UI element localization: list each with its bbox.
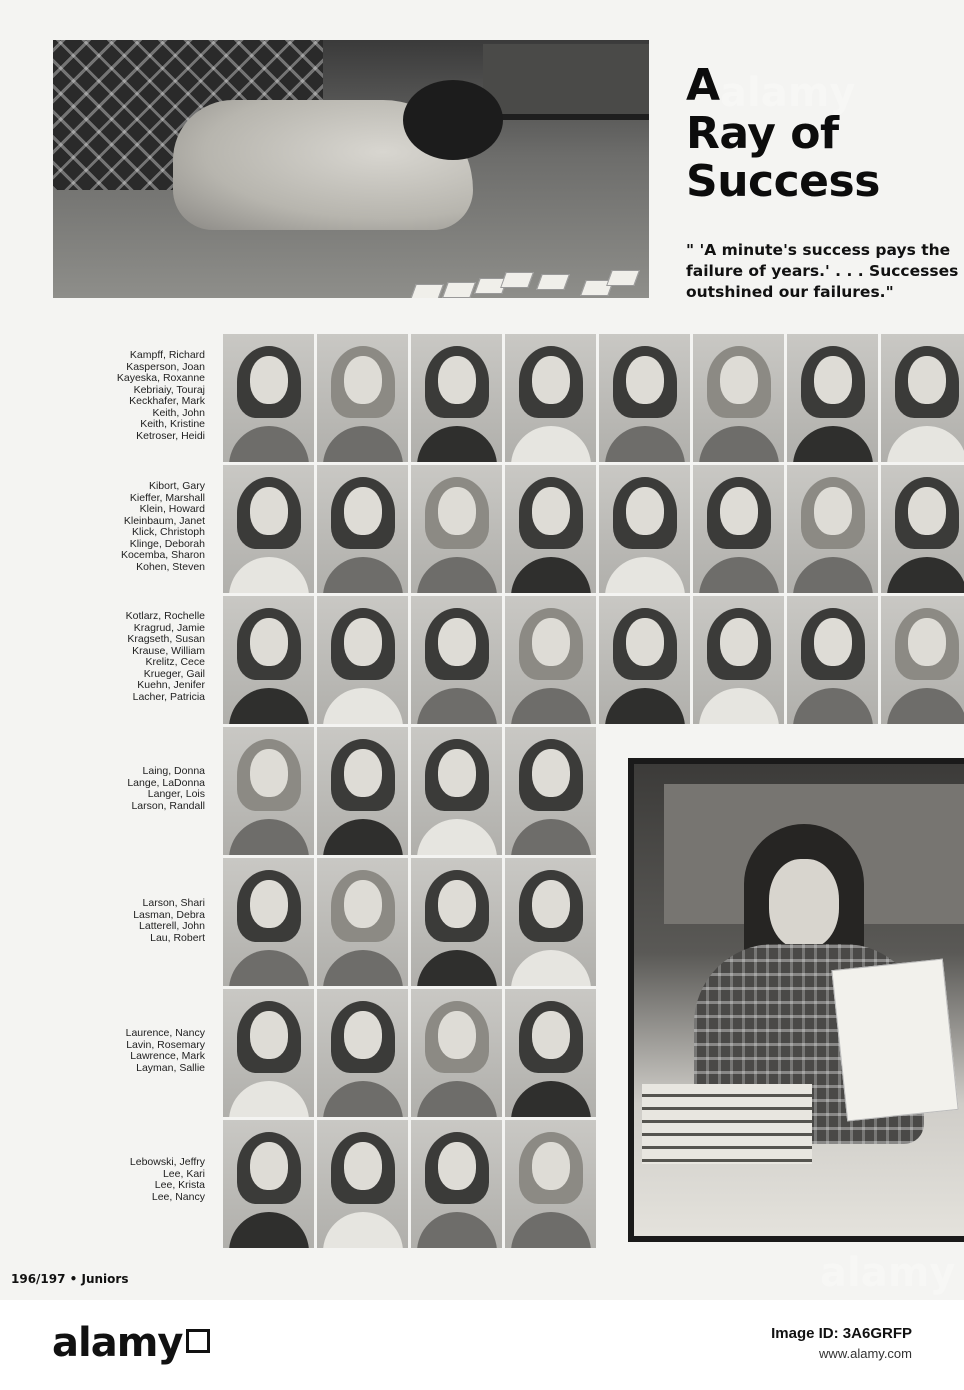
student-name: Kebriaiy, Touraj [133,383,205,396]
student-name: Kotlarz, Rochelle [125,610,205,622]
portrait-shoulders [511,1081,591,1117]
student-portrait [317,334,408,462]
student-portrait [411,858,502,986]
student-name: Klinge, Deborah [129,537,205,550]
student-portrait [223,596,314,724]
portrait-face [250,487,288,535]
student-name: Kibort, Gary [148,480,205,492]
headline [686,62,956,206]
student-name: Laing, Donna [142,765,205,777]
portrait-face [438,749,476,797]
student-portrait [599,334,690,462]
student-portrait [505,596,596,724]
portrait-face [344,880,382,928]
portrait-shoulders [793,557,873,593]
student-name: Lange, LaDonna [127,776,205,789]
name-list-row-2 [40,481,205,573]
portrait-face [908,487,946,535]
portrait-face [908,618,946,666]
portrait-face [344,1011,382,1059]
portrait-face [438,487,476,535]
portrait-shoulders [323,950,403,986]
student-name: Kohen, Steven [136,560,205,573]
portrait-face [626,618,664,666]
watermark: alamy [720,70,856,116]
portrait-face [720,618,758,666]
student-portrait [881,596,964,724]
stock-attribution-bar [0,1300,964,1390]
student-portrait [223,465,314,593]
portrait-shoulders [229,1212,309,1248]
top-photo-boy-playing-cards [53,40,649,298]
portrait-shoulders [417,557,497,593]
name-list-row-4 [40,766,205,812]
student-name: Lasman, Debra [133,908,205,921]
portrait-face [814,356,852,404]
portrait-shoulders [605,688,685,724]
portrait-shoulders [229,1081,309,1117]
student-name: Lebowski, Jeffry [129,1156,205,1168]
portrait-shoulders [323,819,403,855]
student-name: Lawrence, Mark [130,1050,205,1062]
portrait-face [344,1142,382,1190]
student-portrait [317,989,408,1117]
portrait-shoulders [793,426,873,462]
portrait-face [626,487,664,535]
portrait-shoulders [229,950,309,986]
portrait-face [438,618,476,666]
student-name: Krueger, Gail [143,667,205,680]
student-name: Latterell, John [139,920,205,932]
coffee-table [483,44,649,120]
portrait-face [438,356,476,404]
portrait-shoulders [887,688,964,724]
student-name: Larson, Randall [131,799,205,812]
playing-cards [353,270,649,298]
student-portrait [599,596,690,724]
student-portrait [317,727,408,855]
student-name: Lee, Nancy [151,1190,205,1203]
student-portrait [693,334,784,462]
student-portrait [693,465,784,593]
student-portrait [411,727,502,855]
portrait-face [438,880,476,928]
sheet-of-paper [831,959,958,1122]
student-portrait [881,334,964,462]
library-photo-image [634,764,964,1236]
student-portrait [505,858,596,986]
portrait-shoulders [323,557,403,593]
student-portrait [317,1120,408,1248]
student-portrait [881,465,964,593]
student-name: Lau, Robert [150,931,205,944]
stock-meta [771,1324,912,1364]
portrait-shoulders [323,1212,403,1248]
stock-logo-text: alamy [52,1320,183,1366]
student-portrait [223,858,314,986]
student-portrait [505,334,596,462]
student-name: Laurence, Nancy [125,1027,205,1039]
portrait-shoulders [511,688,591,724]
student-portrait [317,858,408,986]
student-name: Ketroser, Heidi [136,429,205,442]
portrait-face [250,618,288,666]
watermark: alamy [820,1250,956,1296]
student-portrait [787,334,878,462]
portrait-shoulders [229,426,309,462]
portrait-shoulders [417,819,497,855]
name-list-row-1 [40,350,205,442]
student-name: Keith, Kristine [140,418,205,430]
portrait-shoulders [229,688,309,724]
portrait-face [532,356,570,404]
student-name: Kragrud, Jamie [133,621,205,634]
student-portrait [411,1120,502,1248]
portrait-face [814,487,852,535]
student-portrait [787,465,878,593]
portrait-shoulders [511,950,591,986]
library-photo-girl-reading [628,758,964,1242]
student-name: Kieffer, Marshall [129,491,205,504]
portrait-face [532,880,570,928]
student-name: Lee, Kari [162,1167,205,1180]
student-name: Kayeska, Roxanne [116,372,205,384]
portrait-shoulders [699,557,779,593]
portrait-shoulders [887,557,964,593]
portrait-shoulders [511,426,591,462]
portrait-shoulders [417,950,497,986]
headline-line-1: A [686,60,720,111]
portrait-face [344,356,382,404]
student-name: Layman, Sallie [136,1061,205,1074]
student-portrait [411,989,502,1117]
girl-face [769,859,839,949]
portrait-face [720,356,758,404]
student-portrait [505,727,596,855]
student-name: Larson, Shari [142,897,205,909]
name-list-row-3 [40,611,205,703]
portrait-face [532,749,570,797]
portrait-shoulders [417,1212,497,1248]
boy-hair [403,80,503,160]
name-list-row-6 [40,1028,205,1074]
portrait-shoulders [323,688,403,724]
student-portrait [317,465,408,593]
portrait-shoulders [417,426,497,462]
portrait-face [438,1142,476,1190]
portrait-face [532,618,570,666]
portrait-face [626,356,664,404]
portrait-face [814,618,852,666]
name-list-row-7 [40,1157,205,1203]
student-name: Keith, John [152,406,205,419]
student-portrait [223,334,314,462]
student-portrait [411,465,502,593]
student-portrait [317,596,408,724]
portrait-shoulders [323,426,403,462]
student-name: Klein, Howard [139,503,205,515]
student-name: Lavin, Rosemary [126,1038,205,1051]
student-name: Krelitz, Cece [145,656,205,668]
portrait-shoulders [511,819,591,855]
portrait-face [250,1142,288,1190]
student-name: Kleinbaum, Janet [123,514,205,527]
portrait-shoulders [417,688,497,724]
portrait-face [250,356,288,404]
image-id: Image ID: 3A6GRFP [771,1325,912,1342]
student-name: Kasperson, Joan [126,360,205,373]
student-name: Kragseth, Susan [127,633,205,645]
portrait-shoulders [511,1212,591,1248]
portrait-face [908,356,946,404]
student-portrait [223,989,314,1117]
student-name: Kuehn, Jenifer [137,679,205,691]
portrait-face [344,487,382,535]
student-portrait [411,596,502,724]
student-name: Langer, Lois [147,788,205,800]
stock-site: www.alamy.com [819,1346,912,1361]
stock-logo [52,1320,210,1366]
student-portrait [787,596,878,724]
student-portrait [505,465,596,593]
student-name: Klick, Christoph [132,526,205,538]
portrait-face [344,618,382,666]
logo-box-icon [186,1329,210,1353]
portrait-shoulders [605,426,685,462]
student-name: Kocemba, Sharon [120,549,205,561]
student-portrait [223,727,314,855]
pull-quote: " 'A minute's success pays the failure of years.' . . . Successes outshined our failures." [686,241,959,301]
portrait-shoulders [229,557,309,593]
student-portrait [505,1120,596,1248]
portrait-shoulders [417,1081,497,1117]
portrait-face [250,749,288,797]
name-list-row-5 [40,898,205,944]
portrait-shoulders [229,819,309,855]
student-name: Krause, William [132,644,205,657]
portrait-shoulders [323,1081,403,1117]
portrait-face [532,1142,570,1190]
student-portrait [411,334,502,462]
portrait-face [532,487,570,535]
headline-line-2: Ray of [686,108,839,159]
headline-line-3: Success [686,156,880,207]
student-name: Lacher, Patricia [132,690,205,703]
portrait-shoulders [699,688,779,724]
portrait-face [438,1011,476,1059]
portrait-shoulders [699,426,779,462]
portrait-face [720,487,758,535]
portrait-shoulders [511,557,591,593]
page-footer: 196/197 • Juniors [11,1272,129,1286]
portrait-face [250,1011,288,1059]
student-portrait [505,989,596,1117]
portrait-shoulders [605,557,685,593]
portrait-face [250,880,288,928]
student-portrait [599,465,690,593]
portrait-shoulders [793,688,873,724]
portrait-face [344,749,382,797]
student-name: Lee, Krista [154,1179,205,1191]
student-name: Kampff, Richard [129,349,205,361]
student-name: Keckhafer, Mark [129,395,205,407]
portrait-face [532,1011,570,1059]
stack-of-books [642,1084,812,1164]
student-portrait [693,596,784,724]
portrait-shoulders [887,426,964,462]
student-portrait [223,1120,314,1248]
